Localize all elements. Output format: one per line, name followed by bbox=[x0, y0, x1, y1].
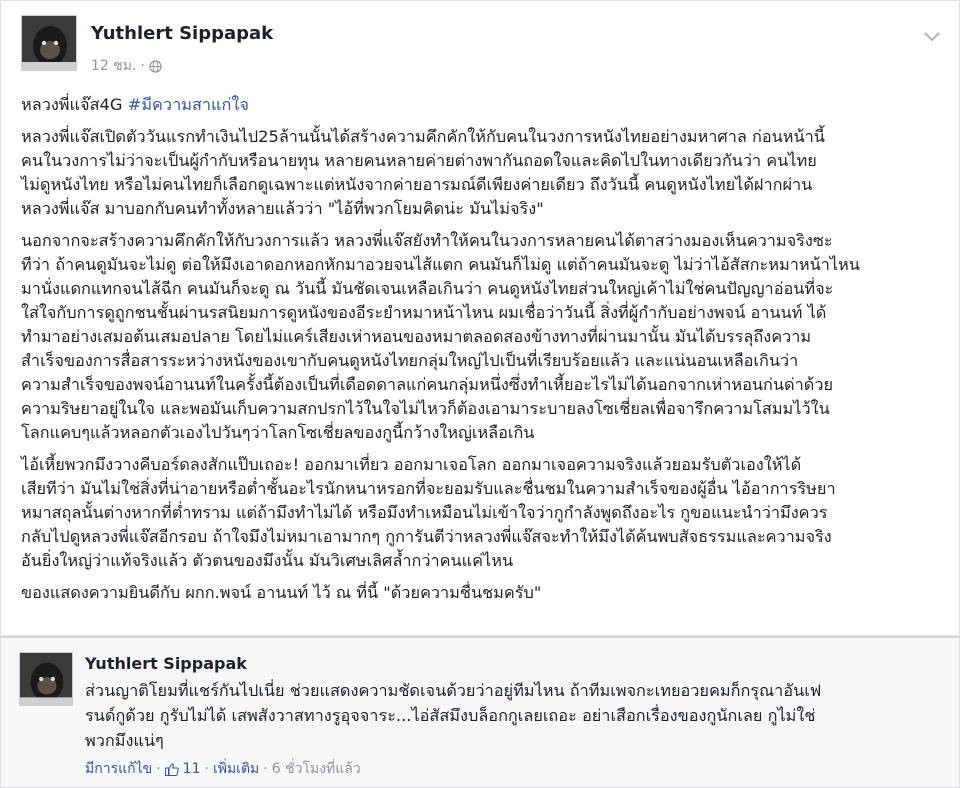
action-separator: · bbox=[156, 761, 161, 777]
chevron-down-icon[interactable] bbox=[921, 25, 943, 47]
text-line: โลกแคบๆแล้วหลอกตัวเองไปวันๆว่าโลกโซเชี่ยลของกูนี้กว้างใหญ่เหลือเกิน bbox=[21, 423, 535, 442]
comment-avatar-image bbox=[20, 653, 73, 706]
text-line: ไอ้เหี้ยพวกมึงวางคีบอร์ดลงสักแป๊บเถอะ! ออกมาเที่ยว ออกมาเจอโลก ออกมาเจอความจริงแล้วยอมรับตัวเองให้ได้ bbox=[21, 455, 802, 474]
post-body bbox=[21, 93, 941, 613]
like-count[interactable]: 11 bbox=[182, 761, 201, 777]
author-name[interactable]: Yuthlert Sippapak bbox=[91, 23, 274, 44]
paragraph-3 bbox=[21, 453, 941, 573]
text-line: ทีว่า ถ้าคนดูมันจะไม่ดู ต่อให้มึงเอาดอกหอกหักมาอวยจนไส้แตก คนมันก็ไม่ดู แต่ถ้าคนมันจะดู ไม่ว่าไอ้สัสกะหมาหน้าไหน bbox=[21, 255, 860, 274]
text-line: ใส่ใจกับการดูถูกชนชั้นผ่านรสนิยมการดูหนังของอีระยำหมาหน้าไหน ผมเชื่อว่าวันนี้ สิ่งที่ผู้กำกับอย่างพจน์ อานนท์ ได้ bbox=[21, 303, 827, 322]
comment-time[interactable]: 6 ชั่วโมงที่แล้ว bbox=[271, 761, 361, 777]
comment-author[interactable]: Yuthlert Sippapak bbox=[85, 654, 247, 673]
hashtag-link[interactable]: #มีความสาแก่ใจ bbox=[127, 95, 249, 114]
text-line: ของแสดงความยินดีกับ ผกก.พจน์ อานนท์ ไว้ ณ ที่นี้ "ด้วยความชื่นชมครับ" bbox=[21, 583, 542, 602]
text-line: ไม่ดูหนังไทย หรือไม่คนไทยก็เลือกดูเฉพาะแต่หนังจากค่ายอารมณ์ดีเพียงค่ายเดียว ถึงวันนี้ คนดูหนังไทยได้ฝากผ่าน bbox=[21, 175, 813, 194]
post-headline bbox=[21, 93, 941, 117]
text-line: ความสำเร็จของพจน์อานนท์ในครั้งนี้ต้องเป็นที่เดือดดาลแก่คนกลุ่มหนึ่งซึ่งทำเหี้ยอะไรไม่ได้นอกจากเห่าหอนก่นด่าด้วย bbox=[21, 375, 833, 394]
paragraph-4 bbox=[21, 581, 941, 605]
comment-line: ส่วนญาติโยมที่แชร์กันไปเนี่ย ช่วยแสดงความชัดเจนด้วยว่าอยู่ทีมไหน ถ้าทีมเพจกะเทยอวยคมก็กรุณาอันเฟ bbox=[85, 681, 822, 700]
comment-line: พวกมึงแน่ๆ bbox=[85, 731, 164, 750]
text-line: หมาสถุลนั้นต่างหากที่ต่ำทราม แต่ถ้ามึงทำไม่ได้ หรือมึงทำเหมือนไม่เข้าใจว่ากูกำลังพูดถึงอะไร กูขอแนะนำว่ามึงควร bbox=[21, 503, 828, 522]
comment-text bbox=[85, 678, 945, 753]
paragraph-1 bbox=[21, 125, 941, 221]
text-line: มานั่งแดกแทกจนไส้ฉีก คนมันก็จะดู ณ วันนี้ มันชัดเจนเหลือเกินว่า คนดูหนังไทยส่วนใหญ่เค้าไม่ใช่คนปัญญาอ่อนที่จะ bbox=[21, 279, 834, 298]
comment-avatar[interactable] bbox=[19, 652, 73, 706]
meta-separator: · bbox=[140, 58, 145, 74]
text-line: เสียทีว่า มันไม่ใช่สิ่งที่น่าอายหรือต่ำชั้นอะไรนักหนาหรอกที่จะยอมรับและชื่นชมในความสำเร็จของผู้อื่น ไอ้อาการริษยา bbox=[21, 479, 836, 498]
comment-actions bbox=[85, 758, 361, 780]
post-header bbox=[21, 15, 941, 75]
headline-text: หลวงพี่แจ๊ส4G bbox=[21, 95, 123, 114]
avatar[interactable] bbox=[21, 15, 77, 71]
action-separator: · bbox=[263, 761, 268, 777]
comment-section bbox=[0, 636, 960, 788]
more-link[interactable]: เพิ่มเติม bbox=[212, 761, 260, 777]
text-line: คนในวงการไม่ว่าจะเป็นผู้กำกับหรือนายทุน หลายคนหลายค่ายต่างพากันถอดใจและคิดไปในทางเดียวกันว่า คนไทย bbox=[21, 151, 817, 170]
like-icon[interactable] bbox=[165, 763, 179, 776]
post-meta bbox=[91, 55, 162, 77]
text-line: นอกจากจะสร้างความคึกคักให้กับวงการแล้ว หลวงพี่แจ๊สยังทำให้คนในวงการหลายคนได้ตาสว่างมองเห็นความจริงซะ bbox=[21, 231, 833, 250]
globe-icon[interactable] bbox=[149, 60, 162, 73]
paragraph-2 bbox=[21, 229, 941, 445]
text-line: อันยิ่งใหญ่ว่าแท้จริงแล้ว ตัวตนของมึงนั้น มันวิเศษเลิศล้ำกว่าคนแค่ไหน bbox=[21, 551, 514, 570]
text-line: ทำมาอย่างเสมอต้นเสมอปลาย โดยไม่แคร์เสียงเห่าหอนของหมาตลอดสองข้างทางที่ผ่านมานั้น มันได้บรรลุถึงความ bbox=[21, 327, 812, 346]
text-line: กลับไปดูหลวงพี่แจ๊สอีกรอบ ถ้าใจมึงไม่หมาเอามากๆ กูการันตีว่าหลวงพี่แจ๊สจะทำให้มึงได้ค้นพบสัจธรรมและความจริง bbox=[21, 527, 832, 546]
edited-link[interactable]: มีการแก้ไข bbox=[85, 761, 153, 777]
action-separator: · bbox=[204, 761, 209, 777]
post-time[interactable]: 12 ชม. bbox=[91, 58, 137, 74]
comment-line: รนด์กูด้วย กูรับไม่ได้ เสพสังวาสทางรูอุจจาระ...ไอ่สัสมึงบล็อกกูเลยเถอะ อย่าเสือกเรื่องของกูนักเลย กูไม่ใช่ bbox=[85, 706, 816, 725]
text-line: หลวงพี่แจ๊ส มาบอกกับคนทำทั้งหลายแล้วว่า "ไอ้ที่พวกโยมคิดน่ะ มันไม่จริง" bbox=[21, 199, 544, 218]
text-line: ความริษยาอยู่ในใจ และพอมันเก็บความสกปรกไว้ในใจไม่ไหวก็ต้องเอามาระบายลงโซเชี่ยลเพื่อจารึกความโสมมไว้ใน bbox=[21, 399, 830, 418]
text-line: หลวงพี่แจ๊สเปิดตัววันแรกทำเงินไป25ล้านนั้นได้สร้างความคึกคักให้กับคนในวงการหนังไทยอย่างมหาศาล ก่อนหน้านี้ bbox=[21, 127, 825, 146]
avatar-image bbox=[22, 16, 77, 71]
text-line: สำเร็จของการสื่อสารระหว่างหนังของเขากับคนดูหนังไทยกลุ่มใหญ่ไปเป็นที่เรียบร้อยแล้ว และแน่นอนเหลือเกินว่า bbox=[21, 351, 799, 370]
